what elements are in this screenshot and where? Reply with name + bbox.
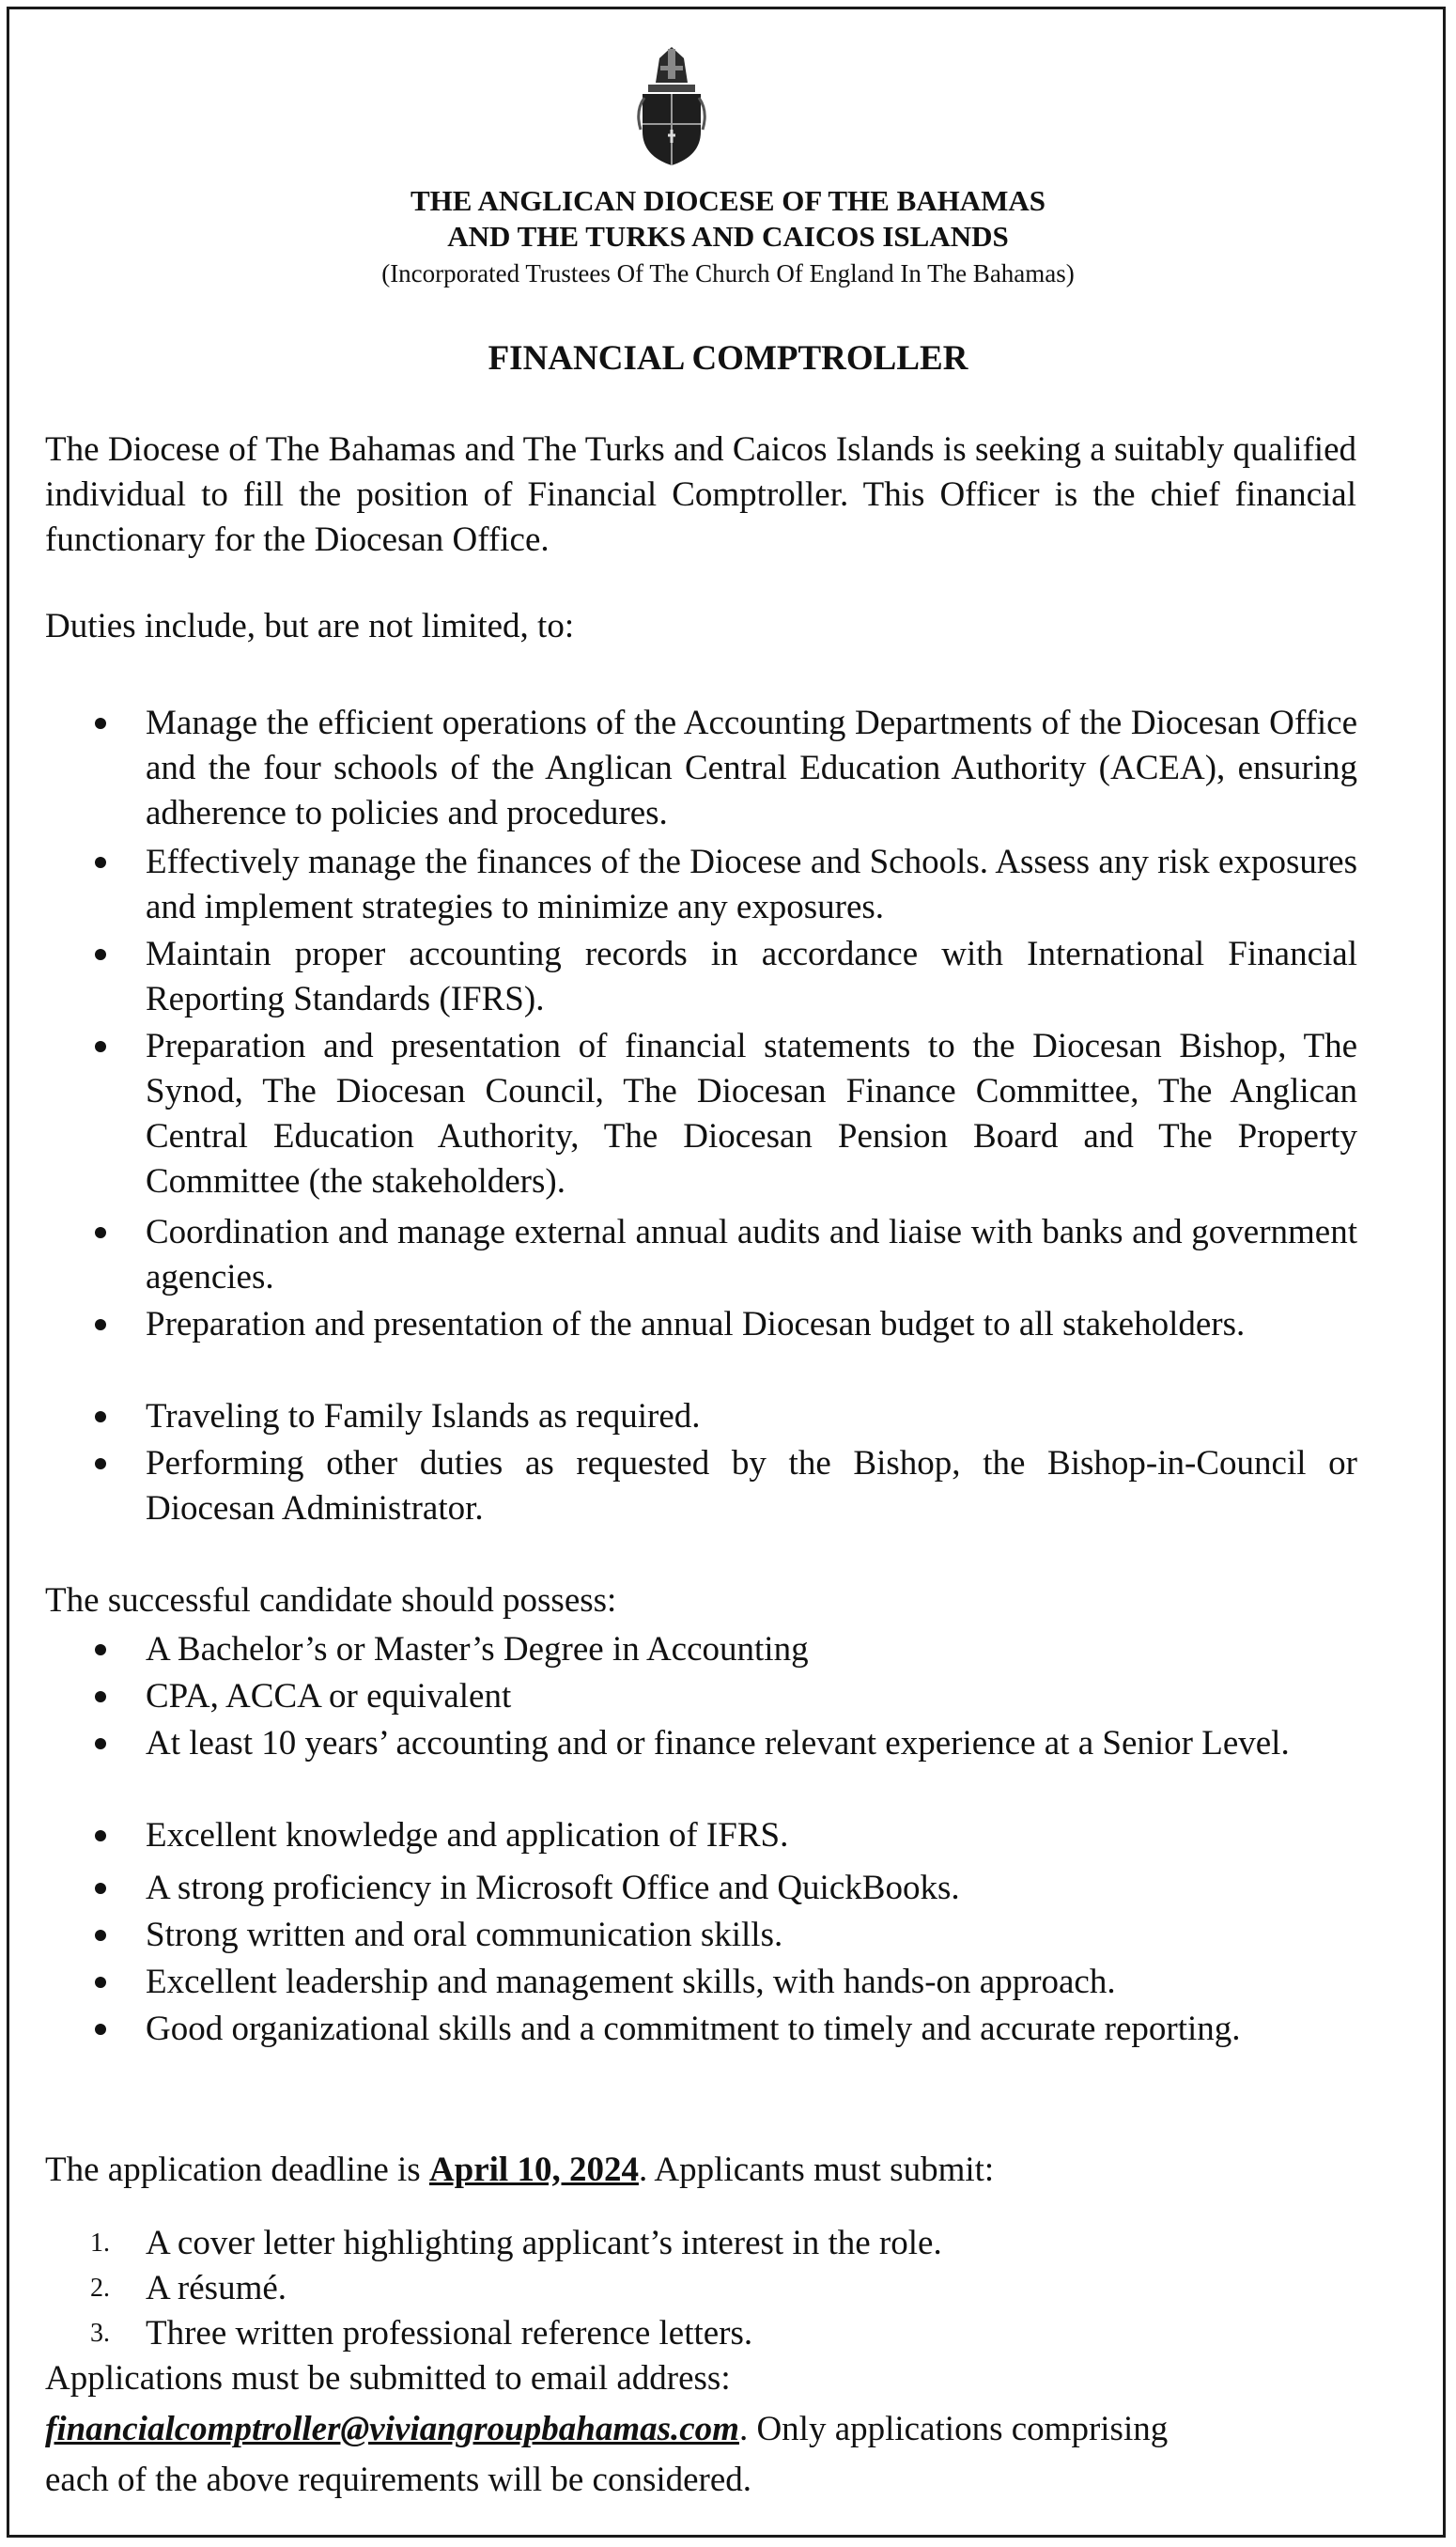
list-item: Good organizational skills and a commitment to timely and accurate reporting. (146, 2010, 1241, 2048)
deadline-line (45, 2148, 1356, 2193)
bullet-icon (95, 949, 106, 960)
list-item: At least 10 years’ accounting and or finance relevant experience at a Senior Level. (146, 1724, 1290, 1763)
bullet-icon (95, 1977, 106, 1988)
list-item: A strong proficiency in Microsoft Office and QuickBooks. (146, 1869, 960, 1907)
bullet-icon (95, 1644, 106, 1655)
bullet-icon (95, 2024, 106, 2035)
bullet-icon (95, 1227, 106, 1238)
bullet-icon (95, 857, 106, 868)
qualifications-heading: The successful candidate should possess: (45, 1581, 617, 1620)
intro-paragraph: The Diocese of The Bahamas and The Turks and Caicos Islands is seeking a suitably qualified individual to fill the position of Financial Comptroller. This Officer is the chief financial functionary for the Diocesan Office. (45, 430, 1356, 559)
list-item: Preparation and presentation of financial statements to the Diocesan Bishop, The Synod, The Diocesan Council, The Diocesan Finance Committee, The Anglican Central Education Authority, The Diocesan Pension Board and The Property Committee (the stakeholders). (146, 1027, 1357, 1201)
list-item: A Bachelor’s or Master’s Degree in Accounting (146, 1630, 809, 1669)
list-item: CPA, ACCA or equivalent (146, 1677, 512, 1716)
list-item: Performing other duties as requested by the Bishop, the Bishop-in-Council or Diocesan Administrator. (146, 1444, 1357, 1528)
closing-line: each of the above requirements will be considered. (45, 2461, 752, 2499)
list-number: 2. (90, 2274, 110, 2303)
email-line (45, 2407, 1356, 2452)
list-item: Preparation and presentation of the annual Diocesan budget to all stakeholders. (146, 1305, 1246, 1343)
list-number: 1. (90, 2229, 110, 2258)
bullet-icon (95, 1319, 106, 1330)
list-item: Effectively manage the finances of the Diocese and Schools. Assess any risk exposures and implement strategies to minimize any exposures. (146, 843, 1357, 926)
deadline-date: April 10, 2024 (428, 2151, 639, 2189)
org-subtitle: (Incorporated Trustees Of The Church Of England In The Bahamas) (381, 259, 1075, 287)
list-item: Excellent knowledge and application of IFRS. (146, 1816, 789, 1855)
bullet-icon (95, 1411, 106, 1422)
email-link[interactable]: financialcomptroller@viviangroupbahamas.com (45, 2410, 739, 2448)
bullet-icon (95, 1830, 106, 1841)
list-number: 3. (90, 2319, 110, 2348)
submit-line: Applications must be submitted to email address: (45, 2359, 731, 2398)
diocese-crest-icon (629, 45, 714, 167)
page-title: FINANCIAL COMPTROLLER (488, 339, 968, 378)
bullet-icon (95, 718, 106, 729)
bullet-icon (95, 1041, 106, 1052)
bullet-icon (95, 1458, 106, 1469)
list-item: Manage the efficient operations of the Accounting Departments of the Diocesan Office and the four schools of the Anglican Central Education Authority (ACEA), ensuring adherence to policies and procedures. (146, 704, 1357, 832)
list-item: Strong written and oral communication skills. (146, 1916, 783, 1954)
list-item: Coordination and manage external annual audits and liaise with banks and government agencies. (146, 1213, 1357, 1297)
org-name-line2: AND THE TURKS AND CAICOS ISLANDS (447, 220, 1009, 253)
list-item: A résumé. (146, 2269, 287, 2307)
duties-heading: Duties include, but are not limited, to: (45, 607, 575, 645)
bullet-icon (95, 1691, 106, 1702)
list-item: Traveling to Family Islands as required. (146, 1397, 701, 1436)
deadline-prefix: The application deadline is (45, 2151, 429, 2189)
list-item: Maintain proper accounting records in accordance with International Financial Reporting Standards (IFRS). (146, 935, 1357, 1018)
org-name-line1: THE ANGLICAN DIOCESE OF THE BAHAMAS (410, 184, 1046, 217)
list-item: Three written professional reference letters. (146, 2314, 753, 2353)
list-item: A cover letter highlighting applicant’s interest in the role. (146, 2224, 942, 2262)
bullet-icon (95, 1738, 106, 1749)
bullet-icon (95, 1883, 106, 1894)
bullet-icon (95, 1930, 106, 1941)
deadline-suffix: . Applicants must submit: (638, 2151, 995, 2189)
email-after-text: . Only applications comprising (738, 2410, 1169, 2448)
list-item: Excellent leadership and management skills, with hands-on approach. (146, 1963, 1116, 2001)
